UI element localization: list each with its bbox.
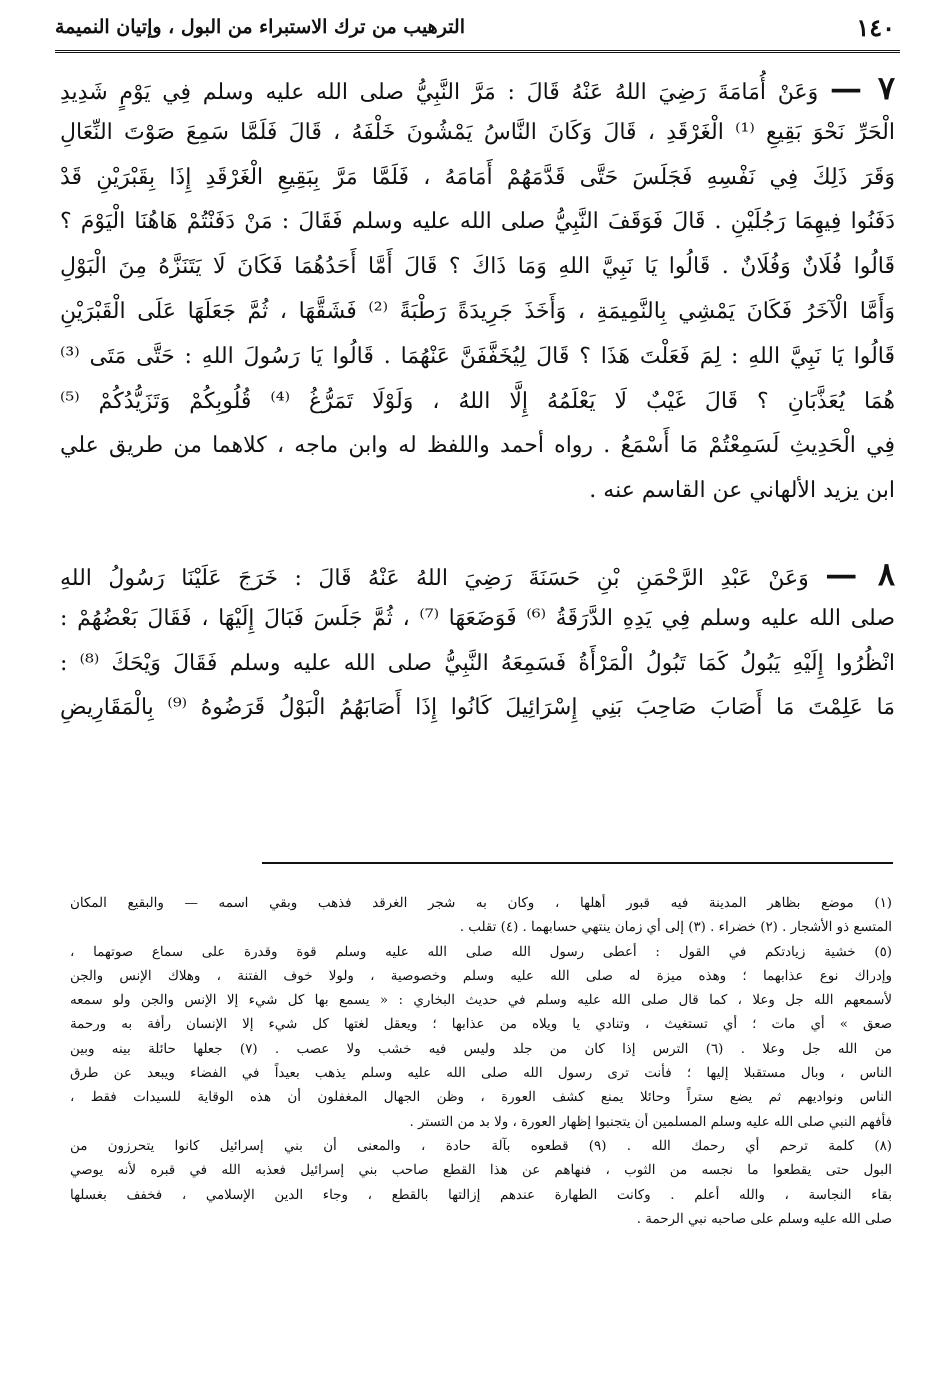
footnote-rule: [262, 862, 893, 864]
hadith-number: ٨ —: [825, 554, 895, 593]
hadith-8-line: [60, 552, 895, 597]
header-title: الترهيب من ترك الاستبراء من البول ، وإتيان النميمة: [55, 16, 465, 38]
text-line: وَقَرَ ذَلِكَ فِي نَفْسِهِ فَجَلَسَ حَتَّى قَدَّمَهُمْ أَمَامَهُ ، فَلَمَّا مَرَّ بِبَقِيعِ الْغَرْقَدِ إِذَا بِقَبْرَيْنِ قَدْ: [60, 164, 895, 190]
footnote-line: المتسع ذو الأشجار . (٢) خضراء . (٣) إلى أي زمان ينتهي حسابهما . (٤) تقلب .: [459, 920, 892, 936]
footnote-line: صلى الله عليه وسلم على صاحبه نبي الرحمة .: [636, 1211, 892, 1227]
text-line: ابن يزيد الألهاني عن القاسم عنه .: [589, 478, 895, 504]
footnote-line: البول حتى يقطعوا ما نجسه من الثوب ، فنهاهم عن هذا القطع صاحب بني إسرائيل فعذبه الله في قبره لأنه يوصي: [70, 1163, 892, 1179]
text-line: دَفَنُوا فِيهِمَا رَجُلَيْنِ . قَالَ فَوَقَفَ النَّبِيُّ صلى الله عليه وسلم فَقَالَ : مَنْ دَفَنْتُمْ هَاهُنَا الْيَوْمَ ؟: [60, 209, 895, 235]
text-line: قَالُوا يَا نَبِيَّ اللهِ : لِمَ فَعَلْتَ هَذَا ؟ قَالَ لِيُخَفَّفَنَّ عَنْهُمَا . قَالُوا يَا رَسُولَ اللهِ : حَتَّى مَتَى ⁽³⁾: [60, 343, 895, 369]
text-line: صلى الله عليه وسلم فِي يَدِهِ الدَّرَقَةُ ⁽⁶⁾ فَوَضَعَهَا ⁽⁷⁾ ، ثُمَّ جَلَسَ فَبَالَ إِلَيْهَا ، فَقَالَ بَعْضُهُمْ :: [60, 605, 895, 631]
text-line: قَالُوا فُلَانٌ وَفُلَانٌ . قَالُوا يَا نَبِيَّ اللهِ وَمَا ذَاكَ ؟ قَالَ أَمَّا أَحَدُهُمَا فَكَانَ لَا يَتَنَزَّهُ مِنَ الْبَوْلِ: [60, 254, 895, 280]
text-line: وَأَمَّا الْآخَرُ فَكَانَ يَمْشِي بِالنَّمِيمَةِ ، وَأَخَذَ جَرِيدَةً رَطْبَةً ⁽²⁾ فَشَقَّهَا ، ثُمَّ جَعَلَهَا عَلَى الْقَبْرَيْنِ: [60, 298, 895, 324]
page-header: [55, 8, 895, 46]
footnote-line: وإدراك نوع عذابهما ؛ وهذه ميزة له صلى الله عليه وسلم وخصوصية ، ولولا خوف الفتنة ، وهلاك الإنس والجن: [70, 968, 892, 984]
text-line: انْظُرُوا إِلَيْهِ يَبُولُ كَمَا تَبُولُ الْمَرْأَةُ فَسَمِعَهُ النَّبِيُّ صلى الله عليه وسلم فَقَالَ وَيْحَكَ ⁽⁸⁾ :: [60, 650, 895, 676]
footnote-line: (٨) كلمة ترحم أي رحمك الله . (٩) قطعوه بآلة حادة ، والمعنى أن بني إسرائيل كانوا يتحرزون من: [70, 1138, 892, 1154]
footnote-line: بقاء النجاسة ، والله أعلم . وكانت الطهارة عندهم إزالتها بالقطع ، وجاء الدين الإسلامي ، فخفف بغسلها: [70, 1187, 892, 1203]
footnote-line: الناس ونواديهم ثم يضع ستراً وحائلا يمنع كشف العورة ، وظن الجهال المغفلون أن هذه الوقاية للسيدات فقط ،: [70, 1090, 892, 1106]
text-line: هُمَا يُعَذَّبَانِ ؟ قَالَ غَيْبٌ لَا يَعْلَمُهُ إِلَّا اللهُ ، وَلَوْلَا تَمَرُّغُ ⁽⁴⁾ قُلُوبِكُمْ وَتَزَيُّدُكُمْ ⁽⁵⁾: [60, 388, 895, 414]
footnote-line: (٥) خشية زيادتكم في القول : أعطى رسول الله صلى الله عليه وسلم قوة وقدرة على سماع صوتهما ،: [70, 944, 892, 960]
footnote-line: فأفهم النبي صلى الله عليه وسلم المسلمين أن يتجنبوا إظهار العورة ، ولا بد من التستر .: [409, 1114, 892, 1130]
main-text: [60, 66, 895, 731]
footnotes: [70, 892, 892, 1232]
footnote-line: (١) موضع بظاهر المدينة فيه قبور أهلها ، وكان به شجر الغرقد فذهب وبقي اسمه — والبقيع المكان: [70, 896, 892, 911]
text-line: وَعَنْ عَبْدِ الرَّحْمَنِ بْنِ حَسَنَةَ رَضِيَ اللهُ عَنْهُ قَالَ : خَرَجَ عَلَيْنَا رَسُولُ اللهِ: [60, 565, 809, 591]
page-number: ١٤٠: [856, 12, 895, 42]
header-rule: [55, 50, 900, 53]
hadith-7-line: [60, 66, 895, 111]
text-line: وَعَنْ أُمَامَةَ رَضِيَ اللهُ عَنْهُ قَالَ : مَرَّ النَّبِيُّ صلى الله عليه وسلم فِي يَوْمٍ شَدِيدِ: [60, 80, 819, 105]
text-line: مَا عَلِمْتَ مَا أَصَابَ صَاحِبَ بَنِي إِسْرَائِيلَ كَانُوا إِذَا أَصَابَهُمُ الْبَوْلُ قَرَضُوهُ ⁽⁹⁾ بِالْمَقَارِيضِ: [60, 695, 895, 721]
footnote-line: صعق » أي مات ؛ أي تستغيث ، وتنادي يا ويلاه من عذابها ؛ ويعقل لغتها كل شيء إلا الإنسان رأفة به ورحمة: [70, 1017, 892, 1033]
footnote-line: من الله جل وعلا . (٦) الترس إذا كان من جلد وليس فيه خشب ولا عصب . (٧) جعلها حائلة بينه وبين: [70, 1041, 892, 1057]
text-line: الْحَرِّ نَحْوَ بَقِيعِ ⁽¹⁾ الْغَرْقَدِ ، قَالَ وَكَانَ النَّاسُ يَمْشُونَ خَلْفَهُ ، قَالَ فَلَمَّا سَمِعَ صَوْتَ النِّعَالِ: [60, 119, 895, 145]
text-line: فِي الْحَدِيثِ لَسَمِعْتُمْ مَا أَسْمَعُ . رواه أحمد واللفظ له وابن ماجه ، كلاهما من طريق علي: [60, 433, 895, 459]
footnote-line: الناس ، وبال مستقبلا إليها ؛ فأنت ترى رسول الله صلى الله عليه وسلم يذهب بعيداً في الفضاء ويبعد عن طرق: [70, 1066, 892, 1082]
footnote-line: لأسمعهم الله جل وعلا ، كما قال صلى الله عليه وسلم في حديث البخاري : « يسمع بها كل شيء إلا الإنس والجن ولو سمعه: [70, 993, 892, 1009]
hadith-number: ٧ —: [829, 69, 895, 107]
